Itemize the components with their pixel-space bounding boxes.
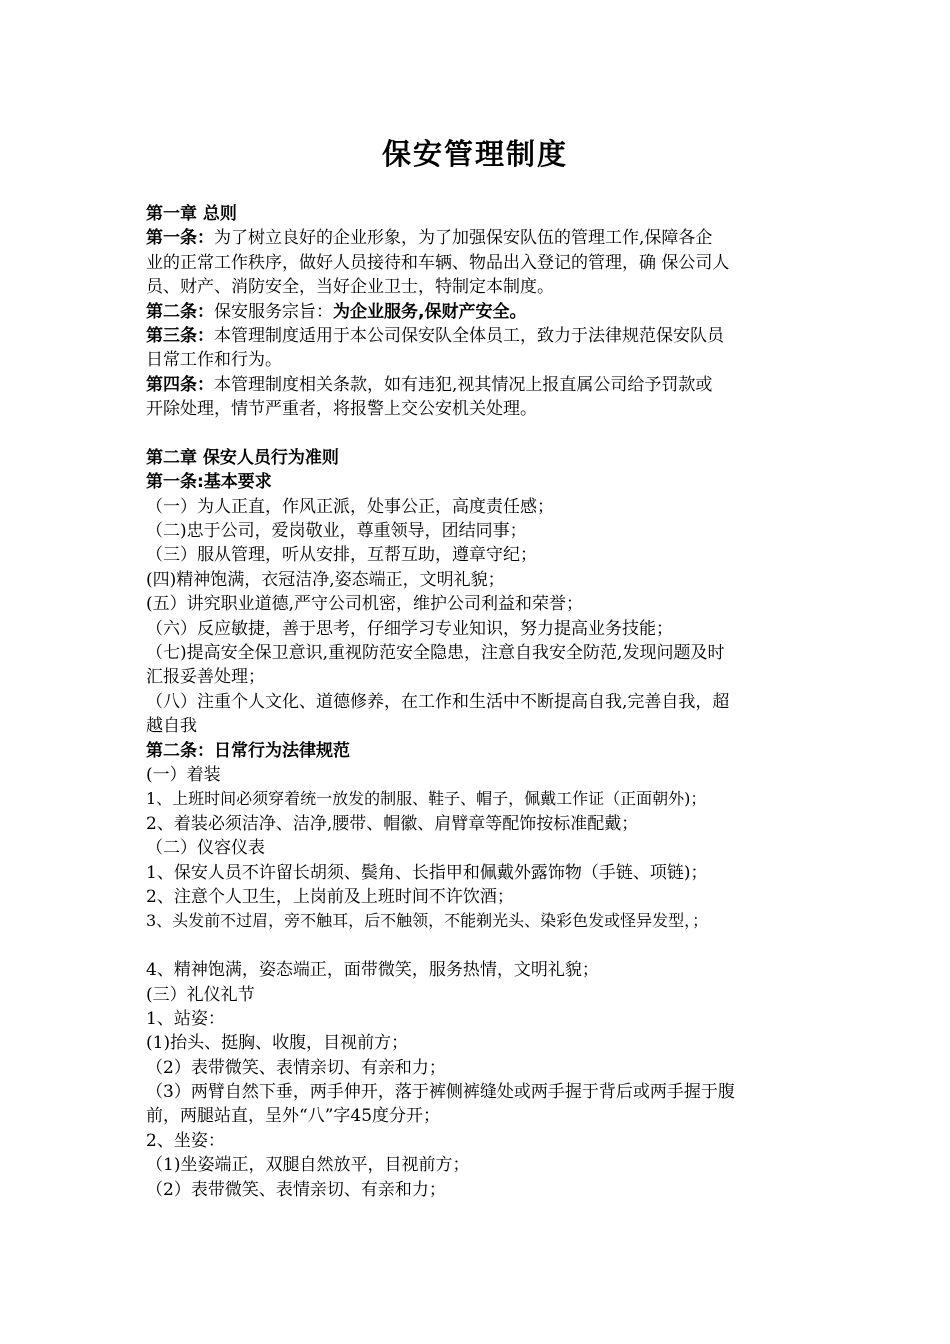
article-label: 第一条： — [146, 228, 214, 249]
chapter-2-heading: 第二章 保安人员行为准则 — [146, 447, 339, 468]
blank-line — [146, 422, 826, 446]
article-label: 第二条： — [146, 301, 214, 322]
ch1-article-4-line: 开除处理，情节严重者，将报警上交公安机关处理。 — [146, 399, 537, 420]
list-item: （三）服从管理，听从安排，互帮互助，遵章守纪； — [146, 545, 537, 566]
article-label: 第三条： — [146, 325, 214, 346]
list-item: （二）仪容仪表 — [146, 838, 265, 859]
ch1-article-1 — [146, 226, 826, 250]
blank-line — [146, 934, 826, 958]
list-item: 2、坐姿： — [146, 1130, 225, 1151]
article-text: 保安服务宗旨： — [214, 301, 333, 322]
list-item: （八）注重个人文化、道德修养，在工作和生活中不断提高自我,完善自我，超 — [146, 691, 730, 712]
ch2-article-1-list — [146, 495, 826, 739]
article-emphasis: 为企业服务,保财产安全。 — [333, 301, 527, 322]
document-body — [146, 202, 826, 1202]
chapter-1-heading: 第一章 总则 — [146, 204, 237, 224]
ch1-article-1-line: 员、财产、消防安全，当好企业卫士，特制定本制度。 — [146, 277, 554, 298]
article-text: 本管理制度相关条款，如有违犯,视其情况上报直属公司给予罚款或 — [214, 374, 713, 395]
list-item: 1、上班时间必须穿着统一放发的制服、鞋子、帽子，佩戴工作证（正面朝外)； — [146, 789, 707, 809]
list-item: 3、头发前不过眉，旁不触耳，后不触领，不能剃光头、染彩色发或怪异发型，； — [146, 911, 709, 931]
list-item: （一）为人正直，作风正派，处事公正，高度责任感； — [146, 496, 554, 517]
ch2-article-2-list — [146, 763, 826, 1202]
list-item: (一）着装 — [146, 764, 221, 785]
list-item: （七)提高安全保卫意识,重视防范安全隐患，注意自我安全防范,发现问题及时 — [146, 643, 725, 664]
list-item: （2）表带微笑、表情亲切、有亲和力； — [146, 1057, 446, 1078]
list-item: 前，两腿站直，呈外“八”字45度分开； — [146, 1106, 441, 1127]
ch2-article-1-heading: 第一条:基本要求 — [146, 472, 272, 493]
ch1-article-1-line: 业的正常工作秩序，做好人员接待和车辆、物品出入登记的管理，确 保公司人 — [146, 252, 730, 273]
list-item: 2、着装必须洁净、洁净,腰带、帽徽、肩臂章等配饰按标准配戴； — [146, 813, 639, 834]
list-item: 越自我 — [146, 716, 197, 737]
list-item: （3）两臂自然下垂，两手伸开，落于裤侧裤缝处或两手握于背后或两手握于腹 — [146, 1082, 735, 1103]
ch1-article-4 — [146, 373, 826, 397]
list-item: 4、精神饱满，姿态端正，面带微笑，服务热情，文明礼貌； — [146, 960, 599, 981]
ch1-article-3-line: 日常工作和行为。 — [146, 350, 282, 371]
list-item: 1、站姿： — [146, 1008, 225, 1029]
ch2-article-2-heading: 第二条：日常行为法律规范 — [146, 740, 350, 761]
list-item: 2、注意个人卫生，上岗前及上班时间不许饮酒； — [146, 886, 514, 907]
list-item: (五）讲究职业道德,严守公司机密，维护公司利益和荣誉； — [146, 594, 584, 615]
list-item: 汇报妥善处理； — [146, 667, 265, 688]
list-item: （二)忠于公司，爱岗敬业，尊重领导，团结同事； — [146, 521, 527, 542]
list-item: （六）反应敏捷，善于思考，仔细学习专业知识，努力提高业务技能； — [146, 618, 673, 639]
list-item: (1)抬头、挺胸、收腹，目视前方； — [146, 1033, 409, 1054]
article-label: 第四条： — [146, 374, 214, 395]
ch1-article-3 — [146, 324, 826, 348]
list-item: 1、保安人员不许留长胡须、鬓角、长指甲和佩戴外露饰物（手链、项链)； — [146, 862, 708, 883]
article-text: 为了树立良好的企业形象，为了加强保安队伍的管理工作,保障各企 — [214, 228, 713, 249]
list-item: (四)精神饱满，衣冠洁净,姿态端正，文明礼貌； — [146, 569, 505, 590]
ch1-article-2 — [146, 300, 826, 324]
list-item: （2）表带微笑、表情亲切、有亲和力； — [146, 1179, 446, 1200]
document-title: 保安管理制度 — [381, 137, 568, 171]
list-item: (三）礼仪礼节 — [146, 984, 255, 1005]
article-text: 本管理制度适用于本公司保安队全体员工，致力于法律规范保安队员 — [214, 325, 724, 346]
list-item: （1)坐姿端正，双腿自然放平，目视前方； — [146, 1155, 470, 1176]
